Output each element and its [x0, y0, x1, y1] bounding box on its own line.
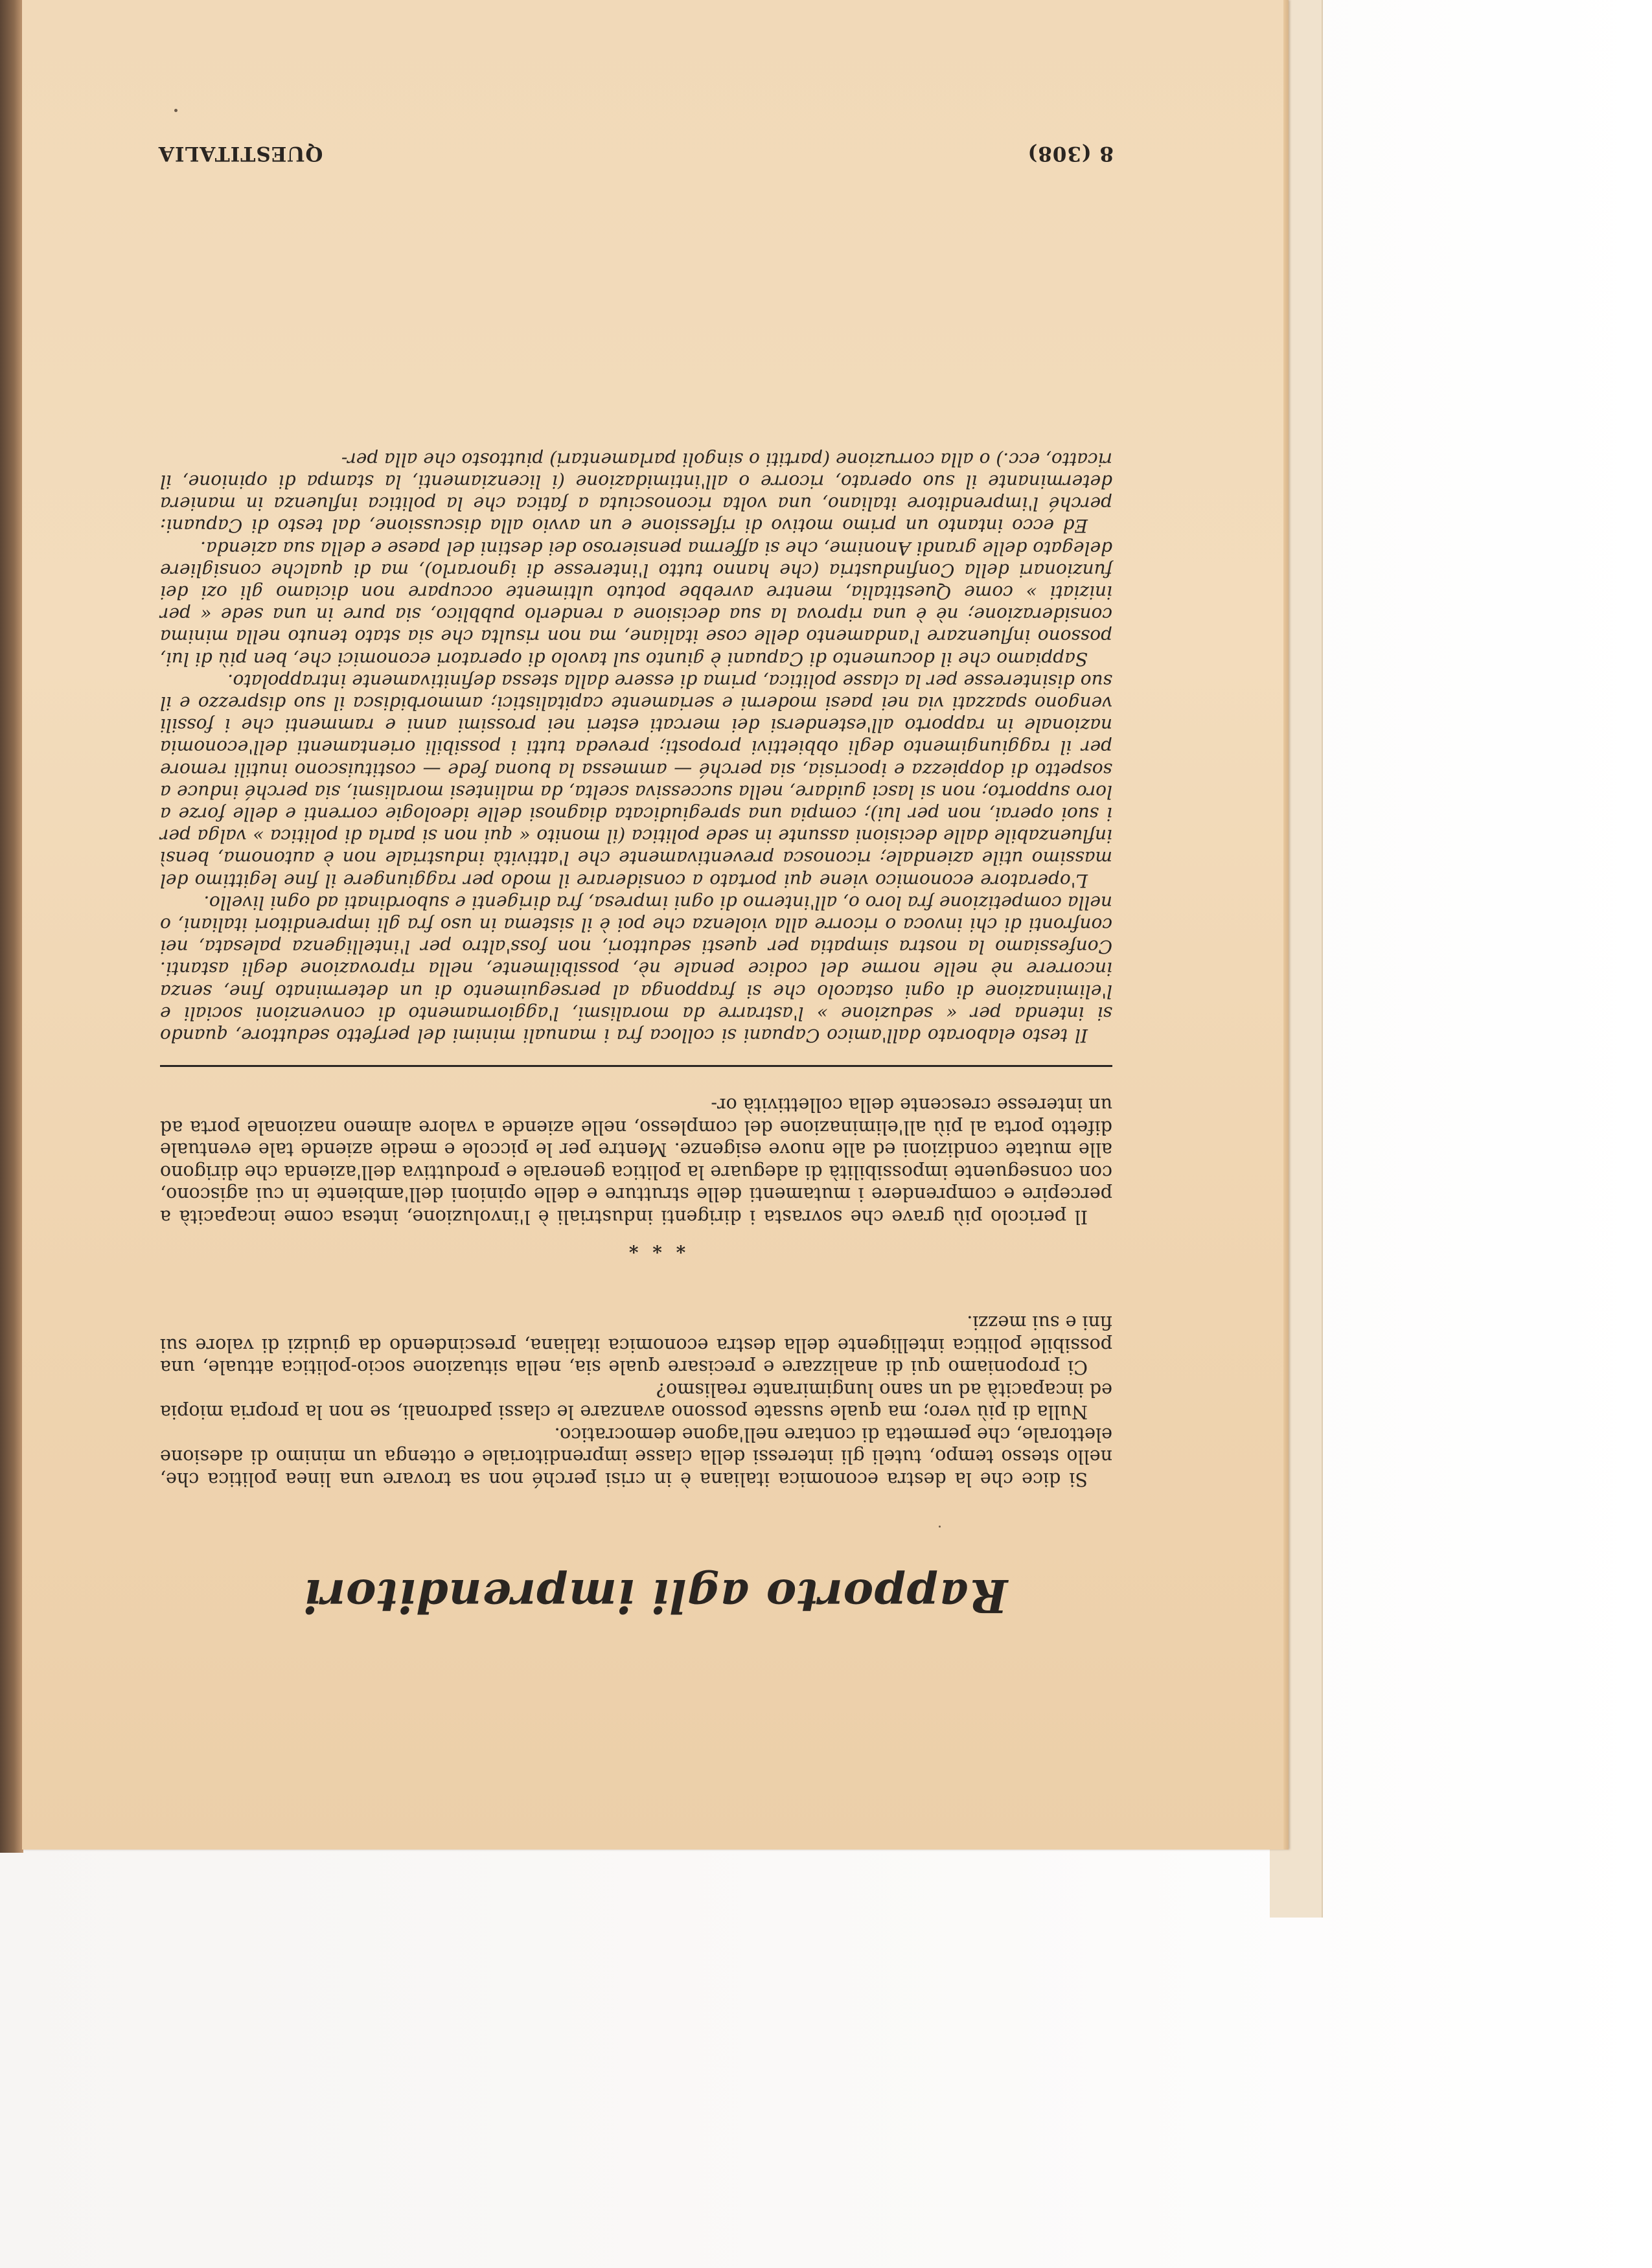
- running-header: [158, 137, 1114, 165]
- essay-paragraph: L'operatore economico viene qui portato a considerare il modo per raggiungere il fine legittimo del massimo utile aziendale; riconosca preventivamente che l'attività industriale non è autonoma, bensì influenzabile dalle decisioni assunte in sede politica (il monito « qui non si parla di politica » valga per i suoi operai, non per lui); compia una spregiudicata diagnosi delle ideologie correnti e delle forze a loro supporto; non si lasci guidare, nella successiva scelta, da malintesi moralismi, sia perché induce a sospetto di doppiezza e ipocrisia, sia perché — ammessa la buona fede — costituiscono inutili remore per il raggiungimento degli obbiettivi proposti; preveda tutti i possibili orientamenti dell'economia nazionale in rapporto all'estendersi dei mercati esteri nei prossimi anni e rammenti che i fossili vengono spazzati via nei paesi moderni e seriamente capitalistici; ammorbidisca il suo disprezzo e il suo disinteresse per la classe politica, prima di essere dalla stessa definitivamente intrappolato.: [160, 670, 1112, 891]
- body-paragraph: Il pericolo più grave che sovrasta i dirigenti industriali è l'involuzione, intesa come incapacità a percepire e comprendere i mutamenti delle strutture e delle opinioni dell'ambiente in cui agiscono, con conseguente impossibilità di adeguare la politica generale e produttiva dell'azienda che dirigono alle mutate condizioni ed alle nuove esigenze. Mentre per le piccole e medie aziende tale eventuale difetto porta al più all'eliminazione del complesso, nelle aziende a valore almeno nazionale porta ad un interesse crescente della collettività or-: [160, 1094, 1112, 1228]
- intro-paragraph: Ci proponiamo qui di analizzare e precisare quale sia, nella situazione socio-politica attuale, una possibile politica intelligente della destra economica italiana, prescindendo da giudizi di valore sui fini e sui mezzi.: [160, 1312, 1112, 1379]
- paper-speck: [174, 109, 178, 112]
- essay-section: [160, 448, 1112, 1046]
- mid-section: [160, 1094, 1112, 1228]
- book-gutter: [0, 0, 23, 1853]
- intro-paragraph: Nulla di più vero; ma quale sussate possono avanzare le classi padronali, se non la propria miopia ed incapacità ad un sano lungimirante realismo?: [160, 1379, 1112, 1423]
- paper-speck: [939, 1526, 941, 1528]
- article-title: Rapporto agli imprenditori: [303, 1569, 1008, 1623]
- essay-paragraph: Il testo elaborato dall'amico Capuani si colloca fra i manuali minimi del perfetto seduttore, quando si intenda per « seduzione » l'astrarre da moralismi, l'aggiornamento di convenzioni sociali e l'eliminazione di ogni ostacolo che si frapponga al perseguimento di un determinato fine, senza incorrere nè nelle norme del codice penale nè, possibilmente, nella riprovazione degli astanti. Confessiamo la nostra simpatia per questi seduttori, non foss'altro per l'intelligenza palesata, nei confronti di chi invoca o ricorre alla violenza che poi è il sistema in uso fra gli imprenditori italiani, o nella competizione fra loro o, all'interno di ogni impresa, fra dirigenti e subordinati ad ogni livello.: [160, 891, 1112, 1046]
- page-content-upside-down: [22, 0, 1289, 1850]
- section-separator: * * *: [625, 1235, 686, 1257]
- magazine-page: [22, 0, 1289, 1850]
- magazine-name: QUESTITALIA: [158, 142, 323, 165]
- page-number: 8 (308): [1027, 142, 1114, 165]
- essay-paragraph: Ed ecco intanto un primo motivo di riflessione e un avvio alla discussione, dal testo di Capuani: perché l'imprenditore italiano, una volta riconosciuta a fatica che la politica influenza in maniera determinante il suo operato, ricorre o all'intimidazione (i licenziamenti, la stampa di opinione, il ricatto, ecc.) o alla corruzione (partiti o singoli parlamentari) piuttosto che alla per-: [160, 448, 1112, 537]
- essay-paragraph: Sappiamo che il documento di Capuani è giunto sul tavolo di operatori economici che, ben più di lui, possono influenzare l'andamento delle cose italiane, ma non risulta che sia stato tenuto nella minima considerazione; nè è una riprova la sua decisione a renderlo pubblico, sia pure in una sede « per iniziati » come Questitalia, mentre avrebbe potuto ultimente occupare non diciamo gli ozi dei funzionari della Confindustria (che hanno tutto l'interesse di ignorarlo), ma di qualche consigliere delegato delle grandi Anonime, che si afferma pensieroso dei destini del paese e della sua azienda.: [160, 537, 1112, 670]
- intro-paragraph: Si dice che la destra economica italiana è in crisi perché non sa trovare una linea politica che, nello stesso tempo, tuteli gli interessi della classe imprenditoriale e ottenga un minimo di adesione elettorale, che permetta di contare nell'agone democratico.: [160, 1424, 1112, 1490]
- intro-section: [160, 1311, 1112, 1490]
- horizontal-rule: [160, 1065, 1112, 1067]
